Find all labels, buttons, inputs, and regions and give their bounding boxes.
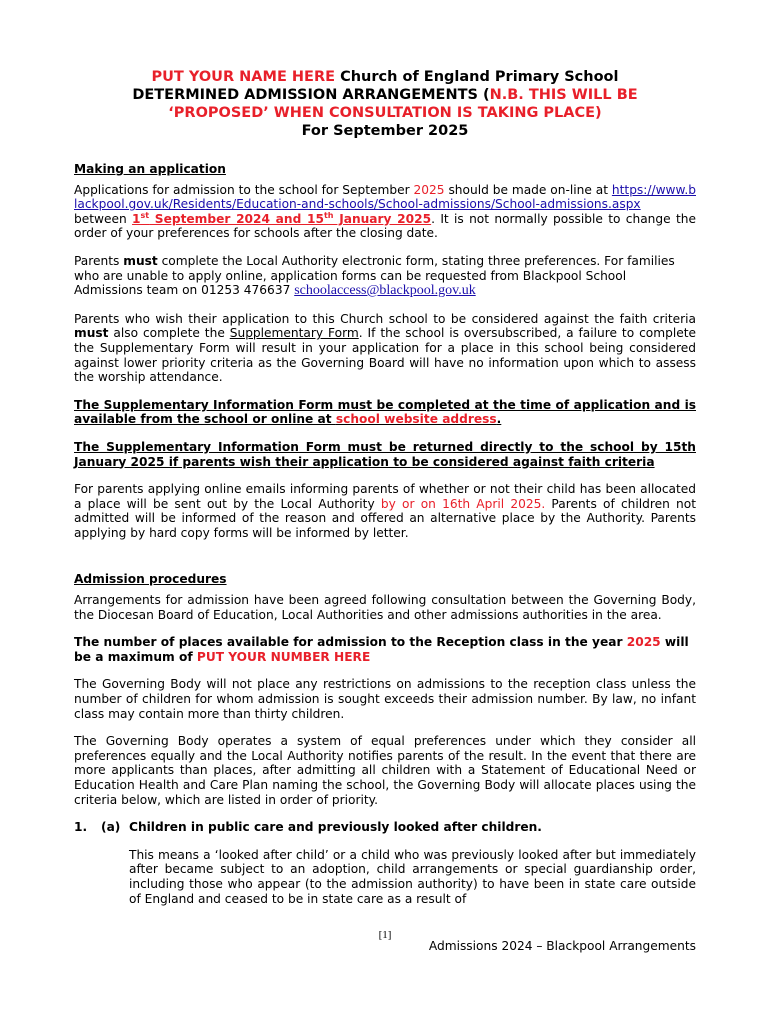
criteria-item-1-description: This means a ‘looked after child’ or a child who was previously looked after but immediately after became subject to an adoption, child arrangements or special guardianship order, including those who appear (to the admission authority) to have been in state care outside of England and ceased to be in state care as a result of: [129, 847, 696, 906]
supplementary-form-reference: Supplementary Form: [229, 326, 359, 341]
admission-number-placeholder: PUT YOUR NUMBER HERE: [196, 649, 371, 664]
school-name-placeholder: PUT YOUR NAME HERE: [151, 69, 336, 85]
section-heading-admission-procedures: Admission procedures: [74, 572, 227, 587]
paragraph-sif-return: The Supplementary Information Form must be returned directly to the school by 15th January 2025 if parents wish their application to be considered against faith criteria: [74, 439, 696, 469]
paragraph-equal-preferences: The Governing Body operates a system of equal preferences under which they consider all preferences equally and the Local Authority notifies parents of the result. In the event that there are more applicants than places, after admitting all children with a Statement of Educational Need or Education Health and Care Plan naming the school, the Governing Body will allocate places using the criteria below, which are listed in order of priority.: [74, 734, 696, 807]
title-line-2: DETERMINED ADMISSION ARRANGEMENTS (N.B. THIS WILL BE: [132, 87, 638, 103]
title-line-1: PUT YOUR NAME HERE Church of England Primary School: [151, 69, 619, 85]
application-dates: 1st September 2024 and 15th January 2025: [132, 210, 432, 226]
paragraph-offer-notification: For parents applying online emails informing parents of whether or not their child has been allocated a place will be sent out by the Local Authority by or on 16th April 2025. Parents of children not admitted will be informed of the reason and offered an alternative place by the Authority. Parents applying by hard copy forms will be informed by letter.: [74, 482, 696, 540]
criteria-title: Children in public care and previously looked after children.: [129, 820, 542, 835]
criteria-sub-letter: (a): [101, 820, 121, 835]
criteria-item-1: [74, 820, 696, 835]
paragraph-supplementary-form: Parents who wish their application to this Church school to be considered against the faith criteria must also complete the Supplementary Form. If the school is oversubscribed, a failure to complete the Supplementary Form will result in your application for a place in this school being considered against lower priority criteria as the Governing Board will have no information upon which to assess the worship attendance.: [74, 311, 696, 385]
paragraph-infant-class: The Governing Body will not place any restrictions on admissions to the reception class unless the number of children for whom admission is sought exceeds their admission number. By law, no infant class may contain more than thirty children.: [74, 677, 696, 721]
section-heading-making-application: Making an application: [74, 162, 226, 176]
blackpool-admissions-link[interactable]: https://www.blackpool.gov.uk/Residents/Education-and-schools/School-admissions/School-admissions.aspx: [74, 182, 696, 212]
paragraph-sif-completion: The Supplementary Information Form must be completed at the time of application and is available from the school or online at school website address.: [74, 397, 696, 427]
document-page: [74, 68, 696, 919]
school-website-placeholder: school website address: [335, 412, 497, 427]
title-line-4: For September 2025: [301, 123, 469, 139]
criteria-number: 1.: [74, 820, 88, 835]
paragraph-la-form: Parents must complete the Local Authority electronic form, stating three preferences. For families who are unable to apply online, application forms can be requested from Blackpool School Admissions team on 01253 476637 schoolaccess@blackpool.gov.uk: [74, 253, 675, 299]
paragraph-arrangements: Arrangements for admission have been agreed following consultation between the Governing Body, the Diocesan Board of Education, Local Authorities and other admissions authorities in the area.: [74, 593, 696, 622]
paragraph-reception-places: The number of places available for admission to the Reception class in the year 2025 will be a maximum of PUT YOUR NUMBER HERE: [74, 635, 689, 664]
paragraph-online-application: Applications for admission to the school for September 2025 should be made on-line at https://www.blackpool.gov.uk/Residents/Education-and-schools/School-admissions/School-admissions.aspx between 1st September 2024 and 15th January 2025. It is not normally possible to change the order of your preferences for schools after the closing date.: [74, 182, 696, 241]
footer-text: Admissions 2024 – Blackpool Arrangements: [428, 939, 696, 953]
title-line-3: ‘PROPOSED’ WHEN CONSULTATION IS TAKING PLACE): [168, 105, 602, 121]
school-access-email-link[interactable]: schoolaccess@blackpool.gov.uk: [294, 283, 476, 299]
page-number: [1]: [378, 929, 392, 941]
document-title: [74, 68, 696, 140]
